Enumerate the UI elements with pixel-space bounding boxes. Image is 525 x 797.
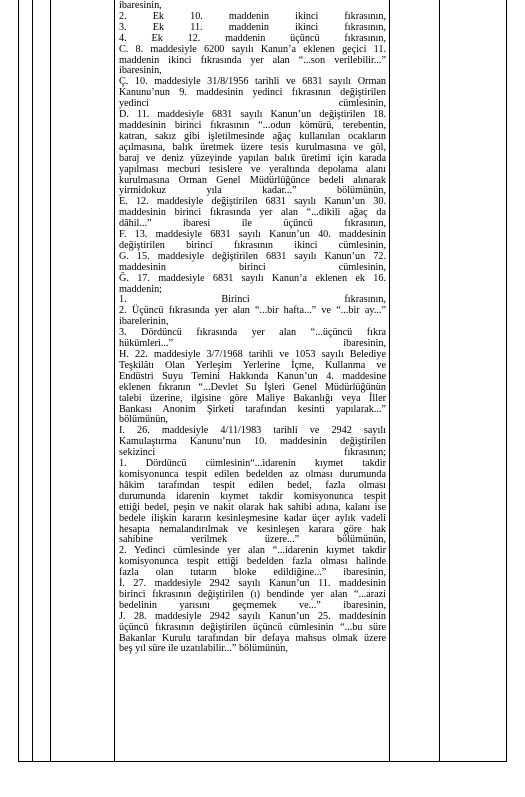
text-line: komisyonunca tespit ettiği bedelden fazla olması halinde <box>119 556 386 568</box>
text-line: hesapta nemalandırılmak ve kesinleşen karara göre hak <box>119 523 386 535</box>
document-text-cell <box>119 1 386 655</box>
text-line: bedele ilişkin kararın kesinleşmesine kadar üçer aylık vadeli <box>119 512 386 524</box>
text-line: I. 26. maddesiyle 4/11/1983 tarihli ve 2942 sayılı <box>119 425 386 437</box>
text-line: 1. Dördüncü cümlesinin“...idarenin kıymet takdir <box>119 458 386 470</box>
text-line: Ç. 10. maddesiyle 31/8/1956 tarihli ve 6831 sayılı Orman <box>119 76 386 88</box>
text-line: baraj ve deniz yüzeyinde yapılan balık üretimi için karada <box>119 152 386 164</box>
text-line: Bakanlar Kurulu tarafından bir defaya mahsus olmak üzere <box>119 632 386 644</box>
text-line: ibaresinin, <box>119 65 162 77</box>
text-line: 3. Dördüncü fıkrasında yer alan “...üçüncü fıkra <box>119 327 386 339</box>
text-line: H. 22. maddesiyle 3/7/1968 tarihli ve 1053 sayılı Belediye <box>119 349 386 360</box>
text-line: Kanunu’nun 9. maddesinin yedinci fıkrasının değiştirilen <box>119 87 386 99</box>
text-line: katran, sakız gibi işletilmesinde ağaç kullanılan ocakların <box>119 130 386 142</box>
text-line: yapılması mecburi tesislere ve yeraltında depolama alanı <box>119 163 386 175</box>
text-line: fazla olan tutarın bloke edildiğine...” ibaresinin, <box>119 567 386 579</box>
text-line: 2. Üçüncü fıkrasında yer alan “...bir hafta...” ve “...bir ay...” <box>119 305 386 317</box>
text-line: İ. 27. maddesiyle 2942 sayılı Kanun’un 11. maddesinin <box>119 578 386 590</box>
text-line: beş yıl süre ile uzatılabilir...” bölümünün, <box>119 643 288 655</box>
text-line: J. 28. maddesiyle 2942 sayılı Kanun’un 25. maddesinin <box>119 610 386 622</box>
text-line: bedelinin yarısını geçmemek ve...” ibaresinin, <box>119 599 386 611</box>
text-line: kurulmasına Orman Genel Müdürlüğünce bedeli alınarak <box>119 174 386 186</box>
text-line: 2. Yedinci cümlesinde yer alan “...idarenin kıymet takdir <box>119 545 386 557</box>
text-line: maddesinin birinci fıkrasının “...odun kömürü, terebentin, <box>119 119 386 131</box>
column-divider-5 <box>439 0 440 762</box>
text-line: 2. Ek 10. maddenin ikinci fıkrasının, <box>119 10 386 22</box>
text-line: Endüstri Suyu Temini Hakkında Kanun’un 4. maddesine <box>119 370 386 382</box>
text-line: sekizinci fıkrasının; <box>119 447 386 459</box>
text-line: 1. Birinci fıkrasının, <box>119 294 386 306</box>
text-line: değiştirilen birinci fıkrasının ikinci cümlesinin, <box>119 239 386 251</box>
text-line: hâkim tarafından tespit edilen bedel, fazla olması <box>119 479 386 491</box>
text-line: Ğ. 17. maddesiyle 6831 sayılı Kanun’a eklenen ek 16. <box>119 272 386 284</box>
column-divider-2 <box>50 0 51 762</box>
text-line: sahibine verilmek üzere...” bölümünün, <box>119 534 386 546</box>
text-line: yedinci cümlesinin, <box>119 98 386 110</box>
text-line: birinci fıkrasının değiştirilen (ı) bendinde yer alan “...arazi <box>119 588 386 600</box>
text-line: D. 11. maddesiyle 6831 sayılı Kanun’un değiştirilen 18. <box>119 109 386 121</box>
text-line: ibaresinin, <box>119 0 162 11</box>
text-line: ettiği bedel, peşin ve nakit olarak hak sahibi adına, kalanı ise <box>119 501 386 513</box>
text-line: ibarelerinin, <box>119 316 169 328</box>
text-line: üçüncü fıkrasının değiştirilen üçüncü cümlesinin “...bu süre <box>119 621 386 633</box>
text-line: eklenen fıkranın “...Devlet Su İşleri Genel Müdürlüğünün <box>119 381 386 393</box>
text-line: hükümleri...” ibaresinin, <box>119 338 386 350</box>
text-line: G. 15. maddesiyle değiştirilen 6831 sayılı Kanun’un 72. <box>119 250 386 262</box>
text-line: C. 8. maddesiyle 6200 sayılı Kanun’a eklenen geçici 11. <box>119 43 386 55</box>
text-line: talebi üzerine, ilgisine göre Maliye Bakanlığı veya İller <box>119 392 386 404</box>
text-line: Teşkilâtı Olan Yerleşim Yerlerine İçme, Kullanma ve <box>119 359 386 371</box>
text-line: Bankası Anonim Şirketi tarafından kesinti yapılarak...” <box>119 403 386 415</box>
text-line: maddesinin birinci cümlesinin, <box>119 261 386 273</box>
text-line: dâhil...” ibaresi ile üçüncü fıkrasının, <box>119 218 386 230</box>
text-line: bölümünün, <box>119 414 168 426</box>
text-line: F. 13. maddesiyle 6831 sayılı Kanun’un 40. maddesinin <box>119 229 386 241</box>
column-divider-3 <box>114 0 115 762</box>
text-line: maddenin; <box>119 283 163 295</box>
text-line: durumunda idarenin kıymet takdir komisyonunca tespit <box>119 490 386 502</box>
text-line: maddesinin birinci fıkrasında yer alan “...dikili ağaç da <box>119 207 386 219</box>
text-line: maddenin ikinci fıkrasında yer alan “...son verilebilir...” <box>119 54 386 66</box>
column-divider-1 <box>32 0 33 762</box>
column-divider-4 <box>389 0 390 762</box>
text-line: yirmidokuz yıla kadar...” bölümünün, <box>119 185 386 197</box>
text-line: komisyonunca tespit edilen bedelden az olması durumunda <box>119 468 386 480</box>
text-line: Kamulaştırma Kanunu’nun 10. maddesinin değiştirilen <box>119 436 386 448</box>
text-line: açılmasına, balık üretmek üzere tesis kurulmasına ve göl, <box>119 141 386 153</box>
text-line: E. 12. maddesiyle değiştirilen 6831 sayılı Kanun’un 30. <box>119 196 386 208</box>
text-line: 4. Ek 12. maddenin üçüncü fıkrasının, <box>119 32 386 44</box>
text-line: 3. Ek 11. maddenin ikinci fıkrasının, <box>119 21 386 33</box>
